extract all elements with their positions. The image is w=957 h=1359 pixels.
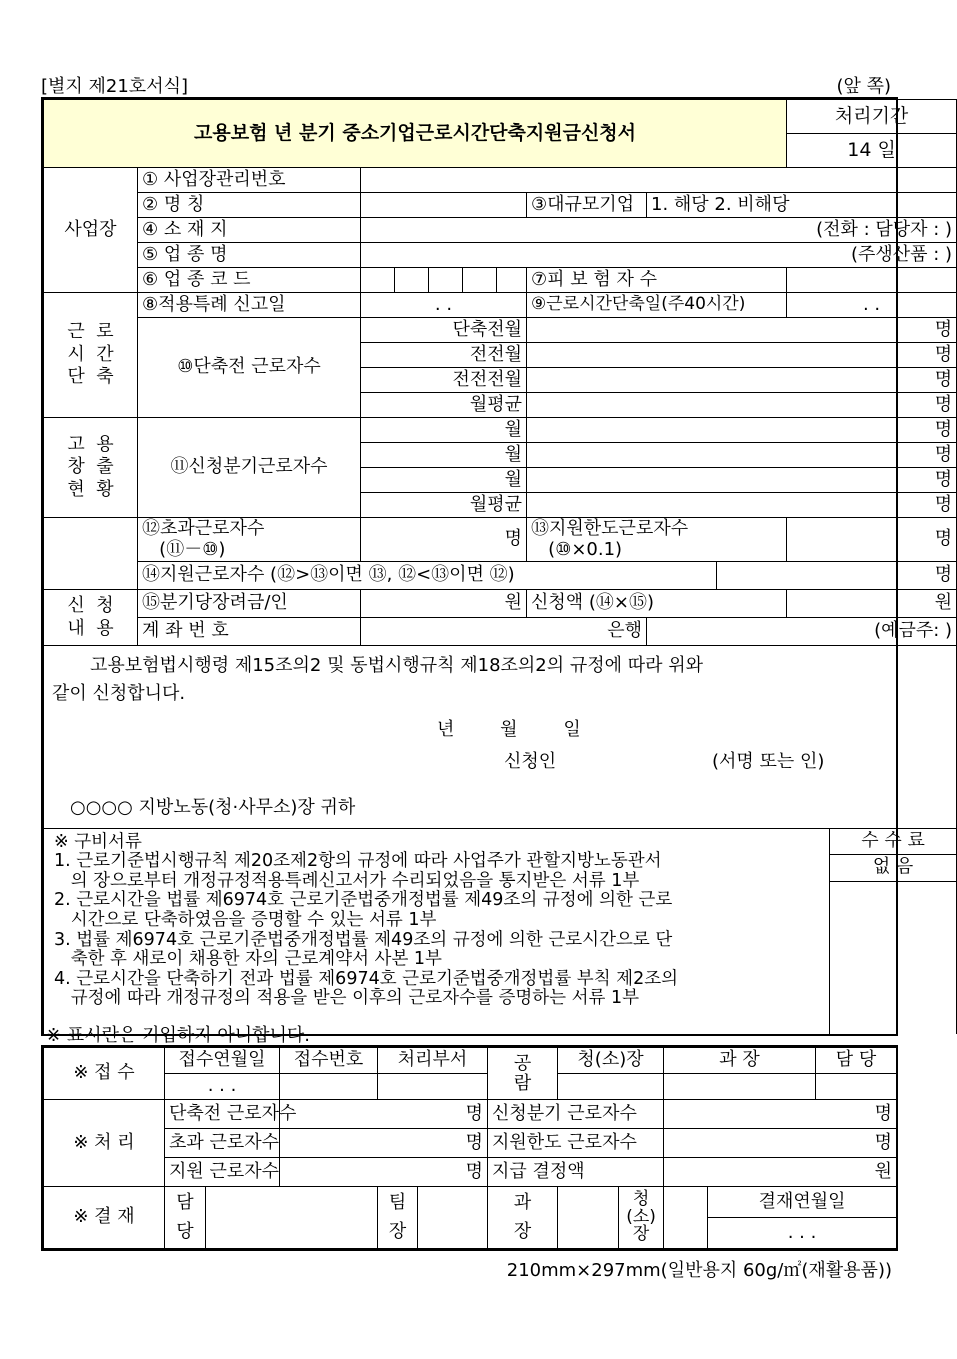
p-amount-field[interactable]: 원: [664, 1158, 897, 1187]
mgmt-no-field[interactable]: [361, 168, 957, 193]
documents-title: ※ 구비서류: [54, 831, 142, 852]
fee-label: 수 수 료: [830, 828, 957, 854]
apply-month-1: 월: [361, 418, 527, 443]
p-amount-label: 지급 결정액: [488, 1158, 664, 1187]
director-label: 과 장: [664, 1048, 816, 1074]
office-use-table: [41, 1045, 898, 1251]
excess-label: ⑫초과근로자수 (⑪－⑩): [138, 518, 361, 562]
approval-staff-label: 담 당: [165, 1187, 206, 1249]
industry-label: ⑤ 업 종 명: [138, 243, 361, 268]
approval-team-label: 팀 장: [378, 1187, 418, 1249]
apply-amount-label: 신청액 (⑭×⑮): [527, 590, 787, 618]
business-name-field[interactable]: [361, 193, 527, 218]
support-workers-label: ⑭지원근로자수 (⑫>⑬이면 ⑬, ⑫<⑬이면 ⑫): [138, 562, 717, 590]
receipt-date-label: 접수연월일: [165, 1048, 280, 1074]
receipt-label: ※ 접 수: [44, 1048, 165, 1100]
approval-director-label: 과 장: [488, 1187, 558, 1249]
support-workers-field[interactable]: 명: [717, 562, 957, 590]
before-month-1-unit[interactable]: 명: [527, 318, 957, 343]
p-before-label: 단축전 근로자수: [165, 1100, 280, 1129]
before-month-2: 전전월: [361, 343, 527, 368]
before-month-3-unit[interactable]: 명: [527, 368, 957, 393]
approval-chief-label: 청 (소) 장: [619, 1187, 664, 1249]
declaration-text-2: 같이 신청합니다.: [52, 682, 186, 704]
approval-team-field[interactable]: [418, 1187, 488, 1249]
business-section-label: 사업장: [44, 168, 138, 293]
approval-staff-field[interactable]: [206, 1187, 378, 1249]
process-label: ※ 처 리: [44, 1100, 165, 1187]
application-form: [41, 97, 953, 1036]
signature-field[interactable]: (서명 또는 인): [712, 750, 825, 772]
before-average-unit[interactable]: 명: [527, 393, 957, 418]
addressee: ○○○○ 지방노동(청·사무소)장 귀하: [70, 796, 356, 818]
before-month-1: 단축전월: [361, 318, 527, 343]
p-limit-field[interactable]: 명: [664, 1129, 897, 1158]
before-month-2-unit[interactable]: 명: [527, 343, 957, 368]
applicant-label: 신청인: [504, 750, 557, 772]
p-apply-label: 신청분기 근로자수: [488, 1100, 664, 1129]
form-title: 고용보험 년 분기 중소기업근로시간단축지원금신청서: [44, 100, 787, 168]
reduction-section-label: 근 로 시 간 단 축: [44, 293, 138, 418]
industry-code-box-3[interactable]: [429, 268, 463, 293]
approval-date-field[interactable]: . . .: [787, 1222, 817, 1243]
large-co-options[interactable]: 1. 해당 2. 비해당: [647, 193, 957, 218]
dept-field[interactable]: [378, 1074, 488, 1100]
receipt-no-label: 접수번호: [280, 1048, 378, 1074]
employment-section-label: 고 용 창 출 현 황: [44, 418, 138, 518]
processing-period-label: 처리기간: [787, 100, 957, 134]
document-item: 규정에 따라 개정규정의 적용을 받은 이후의 근로자수를 증명하는 서류 1부: [54, 988, 640, 1009]
director-field[interactable]: [664, 1074, 816, 1100]
main-product-field[interactable]: (주생산품 : ): [361, 243, 957, 268]
p-excess-field[interactable]: 명: [280, 1129, 488, 1158]
apply-month-2: 월: [361, 443, 527, 468]
industry-code-label: ⑥ 업 종 코 드: [138, 268, 361, 293]
reduction-date-label: ⑨근로시간단축일(주40시간): [527, 293, 787, 318]
location-label: ④ 소 재 지: [138, 218, 361, 243]
large-co-label: ③대규모기업: [527, 193, 647, 218]
p-excess-label: 초과 근로자수: [165, 1129, 280, 1158]
chief-field[interactable]: [558, 1074, 664, 1100]
p-support-label: 지원 근로자수: [165, 1158, 280, 1187]
apply-average: 월평균: [361, 493, 527, 518]
apply-average-unit[interactable]: 명: [527, 493, 957, 518]
chief-label: 청(소)장: [558, 1048, 664, 1074]
staff-label: 담 당: [816, 1048, 897, 1074]
before-average: 월평균: [361, 393, 527, 418]
approval-date-label: 결재연월일: [708, 1187, 896, 1218]
p-support-field[interactable]: 명: [280, 1158, 488, 1187]
page-side: (앞 쪽): [836, 76, 891, 97]
special-date-field[interactable]: . .: [361, 293, 527, 318]
before-month-3: 전전전월: [361, 368, 527, 393]
industry-code-box-1[interactable]: [361, 268, 395, 293]
p-before-field[interactable]: 명: [280, 1100, 488, 1129]
approval-label: ※ 결 재: [44, 1187, 165, 1249]
account-label: 계 좌 번 호: [138, 618, 361, 646]
declaration-text-1: 고용보험법시행령 제15조의2 및 동법시행규칙 제18조의2의 규정에 따라 위와: [90, 655, 704, 676]
document-item: 3. 법률 제6974호 근로기준법중개정법률 제49조의 규정에 의한 근로시간으로 단: [54, 929, 673, 950]
special-date-label: ⑧적용특례 신고일: [138, 293, 361, 318]
industry-code-box-5[interactable]: [497, 268, 527, 293]
industry-code-box-4[interactable]: [463, 268, 497, 293]
phone-manager-field[interactable]: (전화 : 담당자 : ): [361, 218, 957, 243]
document-item: 의 장으로부터 개정규정적용특례신고서가 수리되었음을 통지받은 서류 1부: [54, 870, 640, 891]
receipt-no-field[interactable]: [280, 1074, 378, 1100]
insured-count-field[interactable]: [787, 268, 957, 293]
application-section-label: 신 청 내 용: [44, 590, 138, 646]
notice: ※ 표시란은 기입하지 아니합니다.: [46, 1025, 311, 1046]
declaration-block: [44, 646, 957, 829]
processing-period-value: 14 일: [787, 134, 957, 168]
bank-field[interactable]: 은행: [361, 618, 647, 646]
dept-label: 처리부서: [378, 1048, 488, 1074]
approval-chief-field[interactable]: [664, 1187, 708, 1249]
reduction-date-field[interactable]: . .: [787, 293, 957, 318]
apply-amount-field[interactable]: 원: [787, 590, 957, 618]
document-item: 4. 근로시간을 단축하기 전과 법률 제6974호 근로기준법중개정법률 부칙 제2조의: [54, 968, 679, 989]
review-label: 공 람: [488, 1048, 558, 1100]
document-item: 2. 근로시간을 법률 제6974호 근로기준법중개정법률 제49조의 규정에 의한 근로: [54, 890, 673, 911]
approval-director-field[interactable]: [558, 1187, 619, 1249]
form-number: [별지 제21호서식]: [41, 76, 188, 97]
apply-workers-label: ⑪신청분기근로자수: [138, 418, 361, 518]
p-limit-label: 지원한도 근로자수: [488, 1129, 664, 1158]
amount-per-label: ⑮분기당장려금/인: [138, 590, 361, 618]
apply-month-3-unit[interactable]: 명: [527, 468, 957, 493]
holder-field[interactable]: (예금주: ): [647, 618, 957, 646]
industry-code-box-2[interactable]: [395, 268, 429, 293]
limit-label: ⑬지원한도근로자수 (⑩×0.1): [527, 518, 787, 562]
apply-month-2-unit[interactable]: 명: [527, 443, 957, 468]
required-documents: [44, 828, 830, 1034]
calc-section-blank: [44, 518, 138, 590]
limit-field[interactable]: 명: [787, 518, 957, 562]
amount-per-field[interactable]: 원: [361, 590, 527, 618]
business-name-label: ② 명 칭: [138, 193, 361, 218]
document-item: 1. 근로기준법시행규칙 제20조제2항의 규정에 따라 사업주가 관할지방노동관서: [54, 851, 662, 872]
document-item: 시간으로 단축하였음을 증명할 수 있는 서류 1부: [54, 909, 437, 930]
before-workers-label: ⑩단축전 근로자수: [138, 318, 361, 418]
insured-count-label: ⑦피 보 험 자 수: [527, 268, 787, 293]
staff-field[interactable]: [816, 1074, 897, 1100]
p-apply-field[interactable]: 명: [664, 1100, 897, 1129]
apply-month-1-unit[interactable]: 명: [527, 418, 957, 443]
apply-month-3: 월: [361, 468, 527, 493]
document-item: 축한 후 새로이 채용한 자의 근로계약서 사본 1부: [54, 949, 442, 970]
declaration-date[interactable]: 년 월 일: [437, 718, 581, 740]
mgmt-no-label: ① 사업장관리번호: [138, 168, 361, 193]
paper-spec: 210mm×297mm(일반용지 60g/㎡(재활용품)): [506, 1260, 892, 1281]
fee-value: 없 음: [830, 855, 956, 883]
excess-field[interactable]: 명: [361, 518, 527, 562]
receipt-date-field[interactable]: . . .: [165, 1074, 280, 1100]
